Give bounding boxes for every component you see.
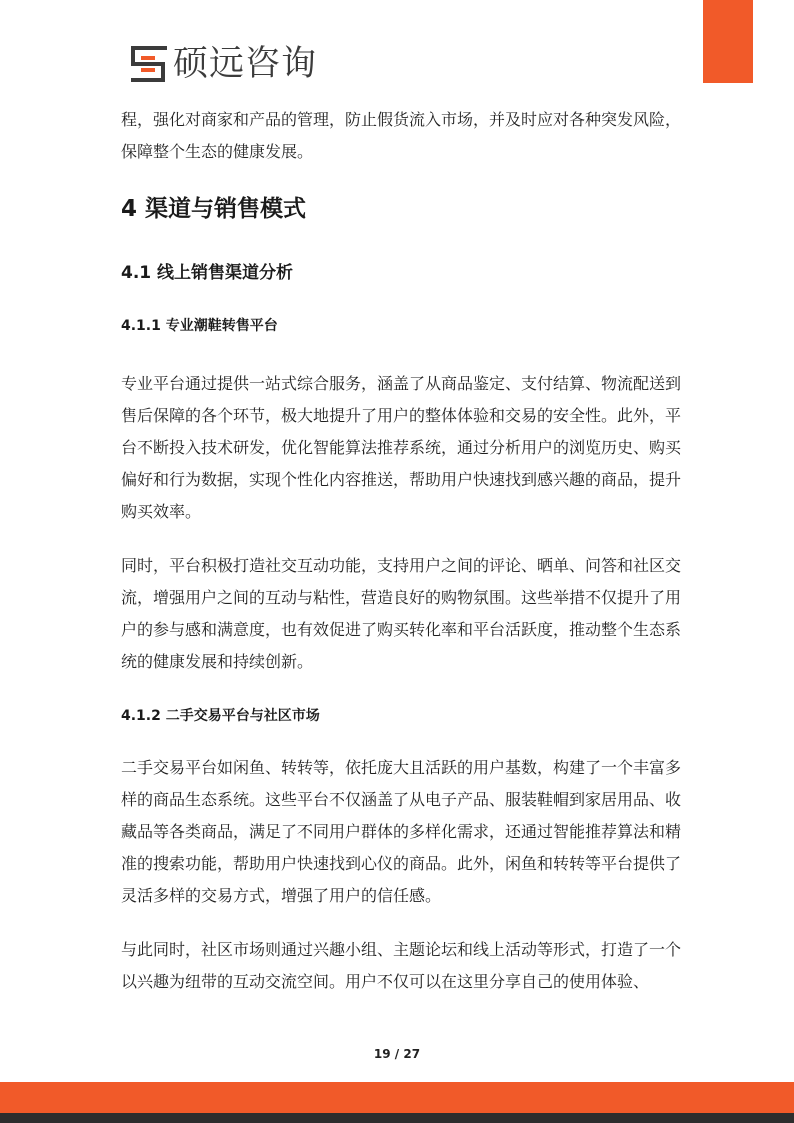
paragraph: 专业平台通过提供一站式综合服务，涵盖了从商品鉴定、支付结算、物流配送到售后保障的各个环节，极大地提升了用户的整体体验和交易的安全性。此外，平台不断投入技术研发，优化智能算法推荐系统，通过分析用户的浏览历史、购买偏好和行为数据，实现个性化内容推送，帮助用户快速找到感兴趣的商品，提升购买效率。: [121, 374, 682, 521]
s-mark-icon: [131, 46, 167, 82]
intro-paragraph: 程，强化对商家和产品的管理，防止假货流入市场，并及时应对各种突发风险，保障整个生态的健康发展。: [121, 110, 682, 161]
corner-accent-block: [703, 0, 753, 83]
sub-subsection-1-title: 4.1.1 专业潮鞋转售平台: [121, 318, 278, 334]
sub-subsection-2-title: 4.1.2 二手交易平台与社区市场: [121, 708, 320, 724]
page-number: 19 / 27: [373, 1047, 421, 1061]
paragraph: 同时，平台积极打造社交互动功能，支持用户之间的评论、晒单、问答和社区交流，增强用户之间的互动与粘性，营造良好的购物氛围。这些举措不仅提升了用户的参与感和满意度，也有效促进了购买转化率和平台活跃度，推动整个生态系统的健康发展和持续创新。: [121, 556, 682, 671]
subsection-title: 4.1 线上销售渠道分析: [121, 263, 294, 283]
brand-name: 硕远咨询: [173, 44, 318, 84]
brand-logo: [131, 46, 317, 82]
paragraph: 二手交易平台如闲鱼、转转等，依托庞大且活跃的用户基数，构建了一个丰富多样的商品生态系统。这些平台不仅涵盖了从电子产品、服装鞋帽到家居用品、收藏品等各类商品，满足了不同用户群体的多样化需求，还通过智能推荐算法和精准的搜索功能，帮助用户快速找到心仪的商品。此外，闲鱼和转转等平台提供了灵活多样的交易方式，增强了用户的信任感。: [121, 758, 682, 905]
section-title: 4 渠道与销售模式: [121, 196, 307, 222]
footer-dark-strip: [0, 1113, 794, 1123]
paragraph: 与此同时，社区市场则通过兴趣小组、主题论坛和线上活动等形式，打造了一个以兴趣为纽带的互动交流空间。用户不仅可以在这里分享自己的使用体验、: [121, 940, 682, 991]
